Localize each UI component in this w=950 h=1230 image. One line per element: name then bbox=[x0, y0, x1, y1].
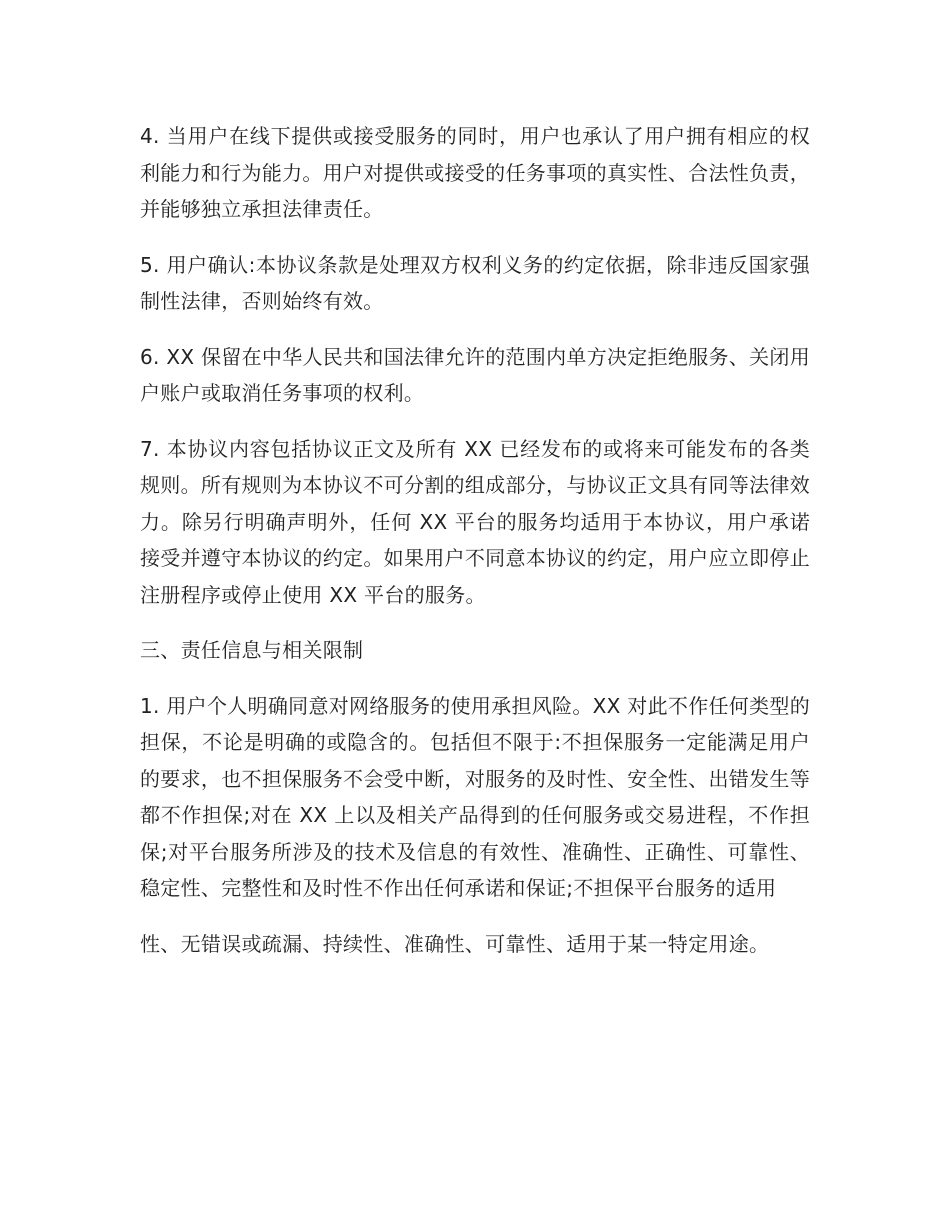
clause-5: 5. 用户确认:本协议条款是处理双方权利义务的约定依据，除非违反国家强制性法律，否则始终有效。 bbox=[140, 252, 810, 313]
section-clause-1-continued: 性、无错误或疏漏、持续性、准确性、可靠性、适用于某一特定用途。 bbox=[140, 931, 770, 956]
section-clause-1: 1. 用户个人明确同意对网络服务的使用承担风险。XX 对此不作任何类型的担保，不论是明确的或隐含的。包括但不限于:不担保服务一定能满足用户的要求，也不担保服务不会受中断，对服务的及时性、安全性、出错发生等都不作担保;对在 XX 上以及相关产品得到的任何服务或交易进程，不作担保;对平台服务所涉及的技术及信息的有效性、准确性、正确性、可靠性、稳定性、完整性和及时性不作出任何承诺和保证;不担保平台服务的适用 bbox=[140, 693, 810, 900]
clause-7: 7. 本协议内容包括协议正文及所有 XX 已经发布的或将来可能发布的各类规则。所有规则为本协议不可分割的组成部分，与协议正文具有同等法律效力。除另行明确声明外，任何 XX 平台的服务均适用于本协议，用户承诺接受并遵守本协议的约定。如果用户不同意本协议的约定，用户应立即停止注册程序或停止使用 XX 平台的服务。 bbox=[140, 436, 810, 607]
clause-6: 6. XX 保留在中华人民共和国法律允许的范围内单方决定拒绝服务、关闭用户账户或取消任务事项的权利。 bbox=[140, 344, 810, 405]
clause-4: 4. 当用户在线下提供或接受服务的同时，用户也承认了用户拥有相应的权利能力和行为能力。用户对提供或接受的任务事项的真实性、合法性负责，并能够独立承担法律责任。 bbox=[140, 124, 810, 221]
section-heading: 三、责任信息与相关限制 bbox=[140, 638, 364, 662]
document-page bbox=[140, 118, 810, 981]
